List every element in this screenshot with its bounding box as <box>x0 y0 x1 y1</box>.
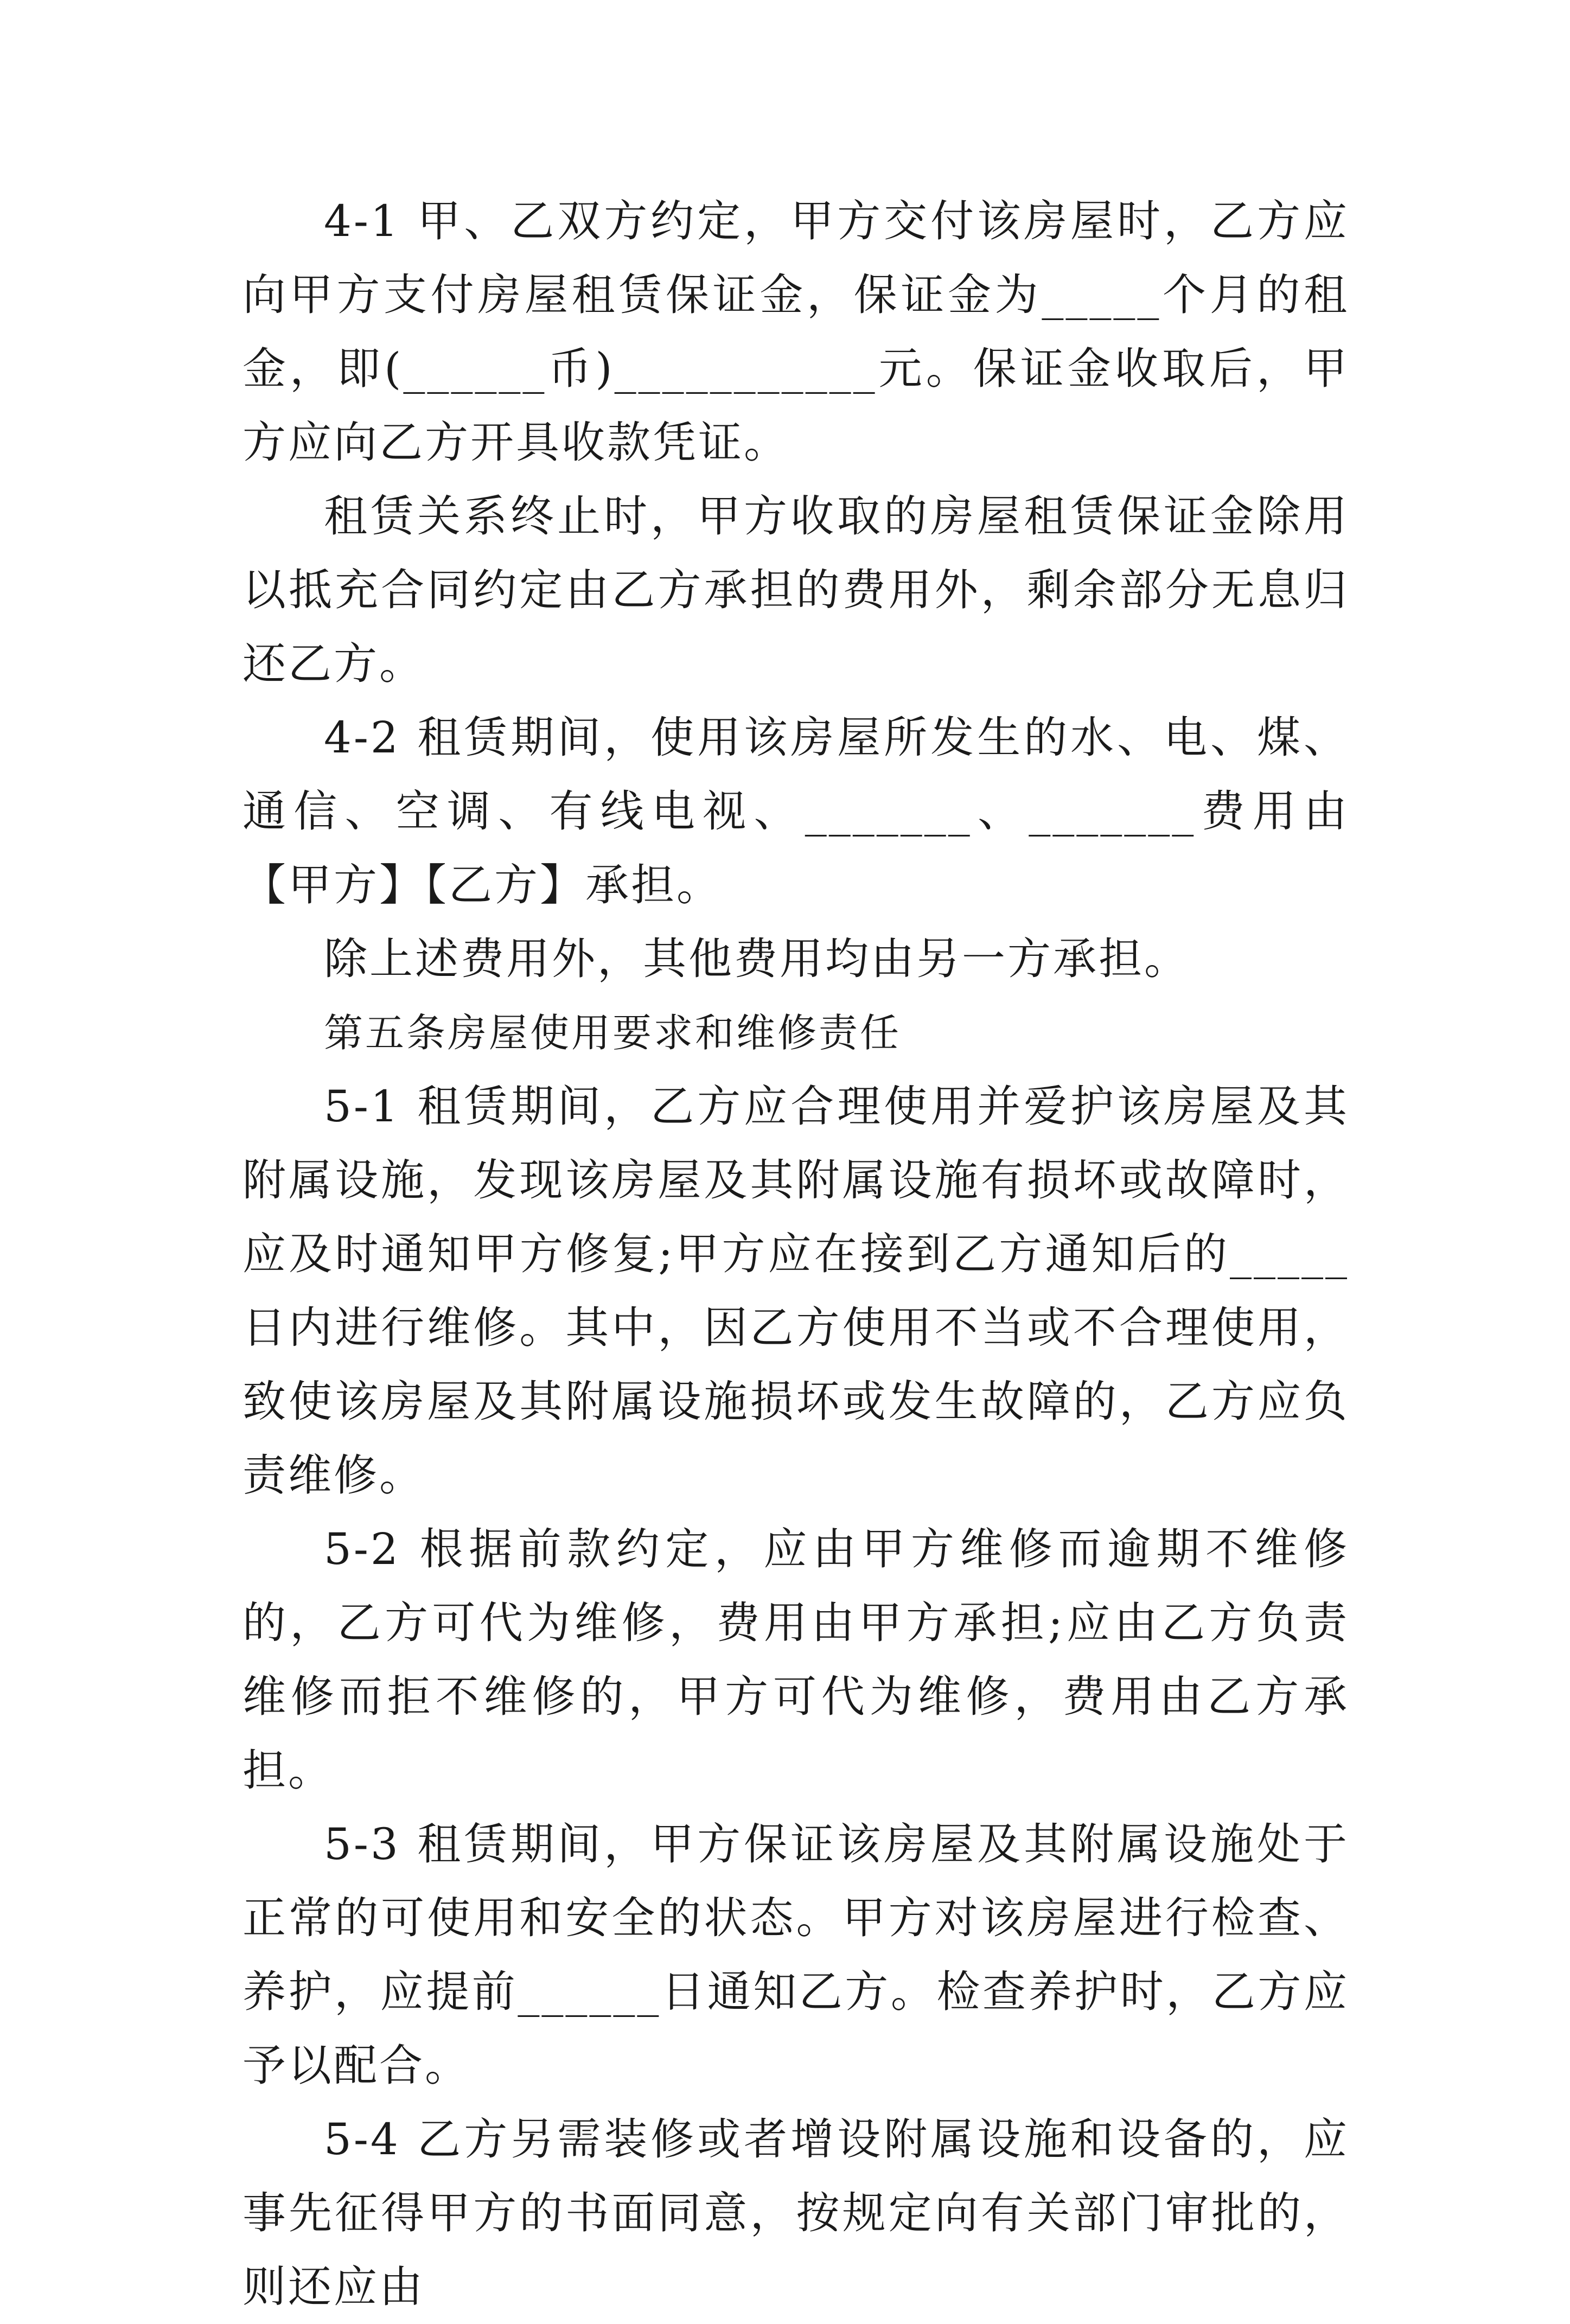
clause-4-1-deposit-return: 租赁关系终止时，甲方收取的房屋租赁保证金除用以抵充合同约定由乙方承担的费用外，剩余部分无息归还乙方。 <box>242 491 1349 689</box>
clause-4-1: 4-1 甲、乙双方约定，甲方交付该房屋时，乙方应向甲方支付房屋租赁保证金，保证金为_____个月的租金，即(______币)___________元。保证金收取后，甲方应向乙方开具收款凭证。 <box>242 196 1349 468</box>
contract-text <box>242 184 1349 2324</box>
clause-5-3: 5-3 租赁期间，甲方保证该房屋及其附属设施处于正常的可使用和安全的状态。甲方对该房屋进行检查、养护，应提前______日通知乙方。检查养护时，乙方应予以配合。 <box>242 1819 1349 2091</box>
clause-4-2: 4-2 租赁期间，使用该房屋所发生的水、电、煤、通信、空调、有线电视、_______、_______费用由【甲方】【乙方】承担。 <box>242 712 1349 910</box>
clause-5-1: 5-1 租赁期间，乙方应合理使用并爱护该房屋及其附属设施，发现该房屋及其附属设施有损坏或故障时，应及时通知甲方修复;甲方应在接到乙方通知后的_____日内进行维修。其中，因乙方使用不当或不合理使用，致使该房屋及其附属设施损坏或发生故障的，乙方应负责维修。 <box>242 1081 1349 1501</box>
clause-5-2: 5-2 根据前款约定，应由甲方维修而逾期不维修的，乙方可代为维修，费用由甲方承担;应由乙方负责维修而拒不维修的，甲方可代为维修，费用由乙方承担。 <box>242 1524 1349 1796</box>
clause-5-4: 5-4 乙方另需装修或者增设附属设施和设备的，应事先征得甲方的书面同意，按规定向有关部门审批的，则还应由 <box>242 2114 1349 2312</box>
section-heading-article-5: 第五条房屋使用要求和维修责任 <box>324 1010 902 1056</box>
clause-4-2-other-fees: 除上述费用外，其他费用均由另一方承担。 <box>324 934 1190 984</box>
